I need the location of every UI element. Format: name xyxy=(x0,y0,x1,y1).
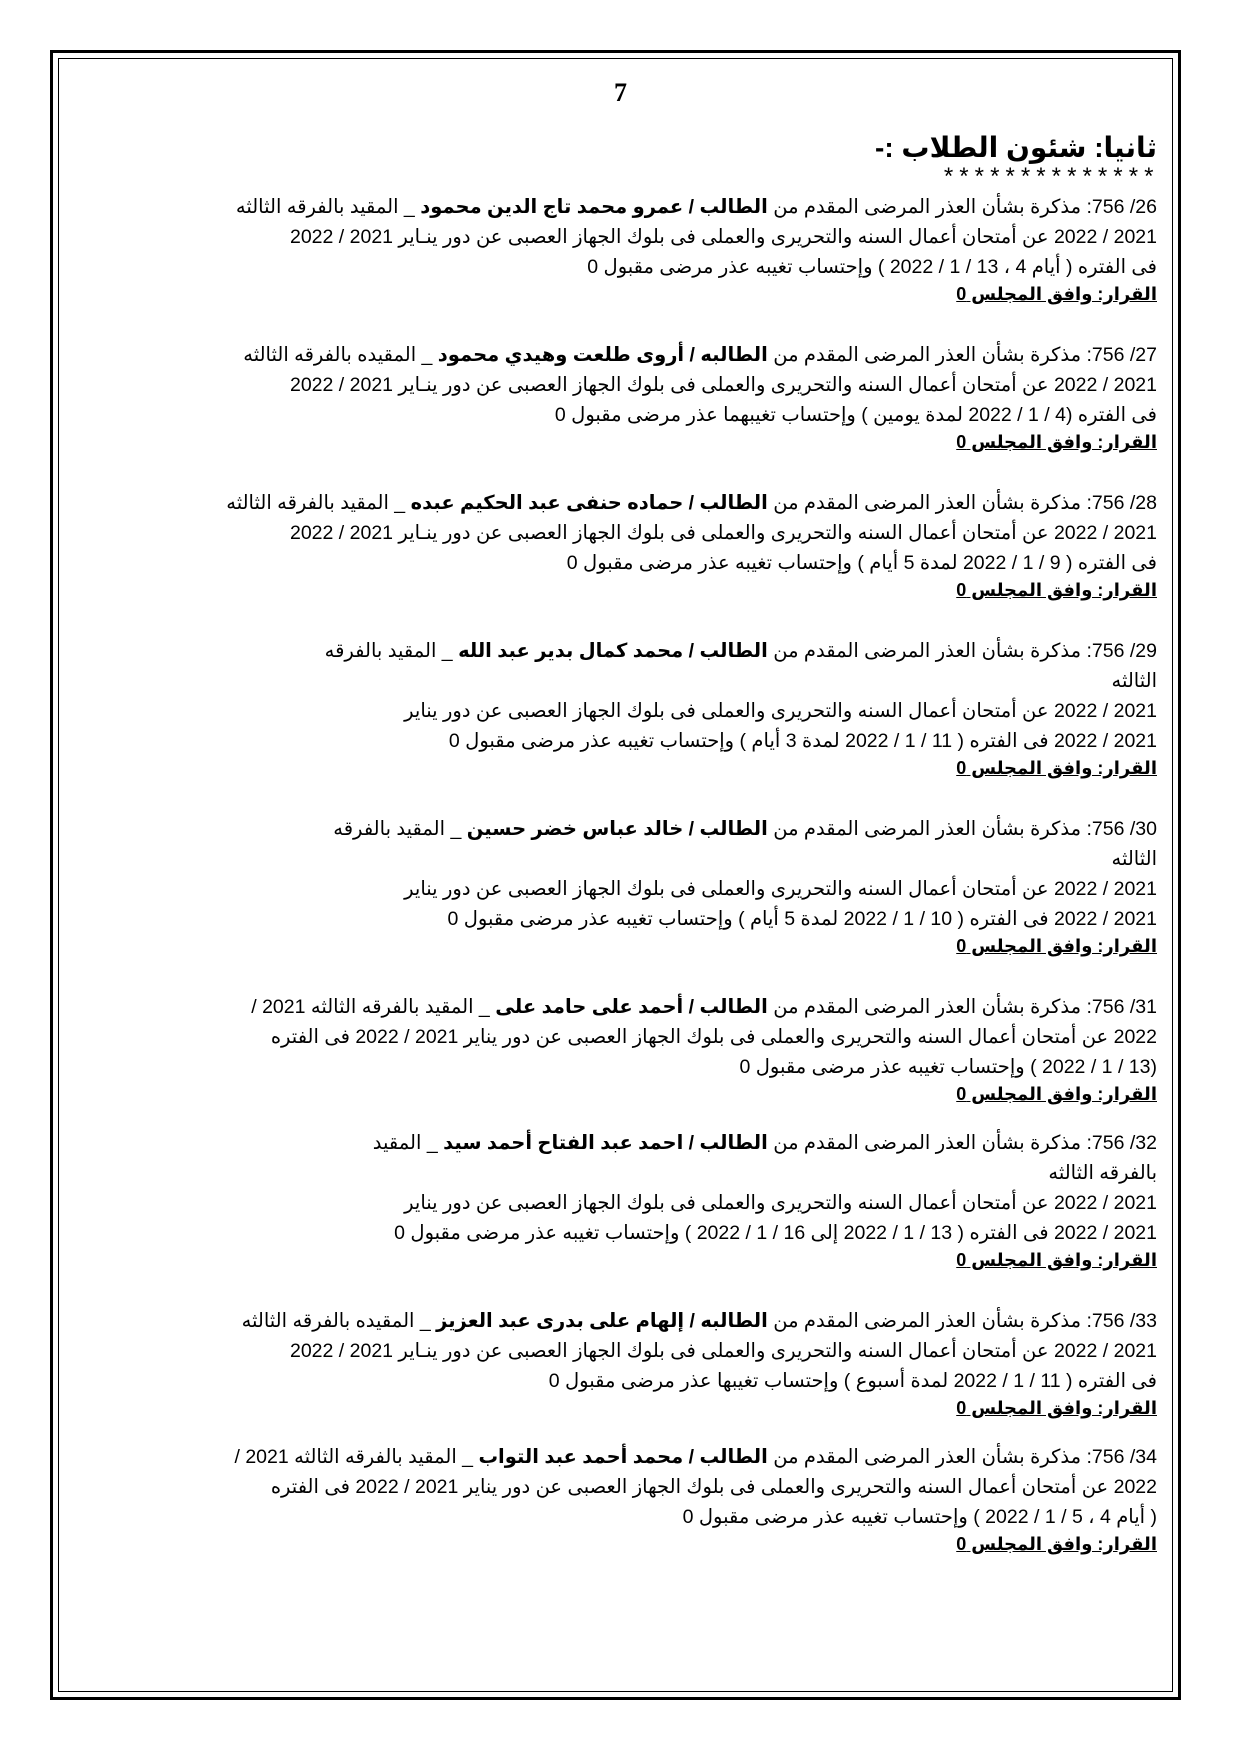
item-line-1 xyxy=(315,814,1157,874)
decision-text: القرار: وافق المجلس 0 xyxy=(956,580,1157,600)
decision-item xyxy=(75,340,1157,454)
decision-item xyxy=(75,636,1157,780)
decision-text: القرار: وافق المجلس 0 xyxy=(956,936,1157,956)
item-line-3: 2021 / 2022 فى الفتره ( 10 / 1 / 2022 لمدة 5 أيام ) وإحتساب تغيبه عذر مرضى مقبول 0 xyxy=(447,908,1157,930)
item-enrollment: _ المقيد بالفرقه الثالثه xyxy=(324,640,1157,692)
item-line-2: 2021 / 2022 عن أمتحان أعمال السنه والتحريرى والعملى فى بلوك الجهاز العصبى عن دور ينـاير 2021 / 2022 xyxy=(289,226,1157,248)
item-enrollment: _ المقيد بالفرقه الثالثه 2021 / xyxy=(234,1446,474,1468)
student-name: الطالب / محمد أحمد عبد التواب xyxy=(478,1446,768,1468)
document-body xyxy=(75,130,1157,1556)
item-line-3: ( أيام 4 ، 5 / 1 / 2022 ) وإحتساب تغيبه عذر مرضى مقبول 0 xyxy=(682,1506,1157,1528)
section-title: ثانيا: شئون الطلاب :- xyxy=(875,132,1157,163)
item-line-1 xyxy=(75,340,1157,370)
item-line-3: 2021 / 2022 فى الفتره ( 11 / 1 / 2022 لمدة 3 أيام ) وإحتساب تغيبه عذر مرضى مقبول 0 xyxy=(448,730,1157,752)
item-line-3: فى الفتره ( 9 / 1 / 2022 لمدة 5 أيام ) وإحتساب تغيبه عذر مرضى مقبول 0 xyxy=(566,552,1157,574)
item-line-2: 2022 عن أمتحان أعمال السنه والتحريرى والعملى فى بلوك الجهاز العصبى عن دور يناير 2021 / 2022 فى الفتره xyxy=(270,1026,1157,1048)
item-line-3: فى الفتره ( أيام 4 ، 13 / 1 / 2022 ) وإحتساب تغيبه عذر مرضى مقبول 0 xyxy=(587,256,1157,278)
item-line-2: 2021 / 2022 عن أمتحان أعمال السنه والتحريرى والعملى فى بلوك الجهاز العصبى عن دور يناير xyxy=(404,1192,1157,1214)
student-name: الطالب / حماده حنفى عبد الحكيم عبده xyxy=(410,492,768,514)
decision-item xyxy=(75,1442,1157,1556)
item-number: 34/ 756: xyxy=(1086,1446,1157,1468)
item-line-1 xyxy=(75,1306,1157,1336)
item-enrollment: _ المقيد بالفرقه الثالثه 2021 / xyxy=(251,996,490,1018)
decision-item xyxy=(75,814,1157,958)
decision-item xyxy=(75,192,1157,306)
decision-item xyxy=(75,992,1157,1106)
item-number: 28/ 756: xyxy=(1086,492,1157,514)
item-line-1 xyxy=(315,1128,1157,1188)
item-enrollment: _ المقيد بالفرقه الثالثه xyxy=(235,196,415,218)
item-enrollment: _ المقيده بالفرقه الثالثه xyxy=(241,1310,431,1332)
item-line-1 xyxy=(75,488,1157,518)
item-line-3: (13 / 1 / 2022 ) وإحتساب تغيبه عذر مرضى مقبول 0 xyxy=(739,1056,1157,1078)
item-enrollment: _ المقيد بالفرقه الثالثه xyxy=(333,818,1157,870)
item-intro: مذكرة بشأن العذر المرضى المقدم من xyxy=(773,196,1082,218)
item-intro: مذكرة بشأن العذر المرضى المقدم من xyxy=(773,1132,1082,1154)
item-intro: مذكرة بشأن العذر المرضى المقدم من xyxy=(773,344,1082,366)
decision-text: القرار: وافق المجلس 0 xyxy=(956,1084,1157,1104)
student-name: الطالب / محمد كمال بدير عبد الله xyxy=(458,640,768,662)
item-line-2: 2021 / 2022 عن أمتحان أعمال السنه والتحريرى والعملى فى بلوك الجهاز العصبى عن دور ينـاير 2021 / 2022 xyxy=(289,374,1157,396)
item-intro: مذكرة بشأن العذر المرضى المقدم من xyxy=(773,996,1082,1018)
student-name: الطالبه / إلهام على بدرى عبد العزيز xyxy=(436,1310,768,1332)
item-line-2: 2021 / 2022 عن أمتحان أعمال السنه والتحريرى والعملى فى بلوك الجهاز العصبى عن دور ينـاير 2021 / 2022 xyxy=(289,1340,1157,1362)
item-number: 32/ 756: xyxy=(1086,1132,1157,1154)
decision-item xyxy=(75,488,1157,602)
student-name: الطالب / خالد عباس خضر حسين xyxy=(466,818,768,840)
decision-text: القرار: وافق المجلس 0 xyxy=(956,1534,1157,1554)
student-name: الطالب / عمرو محمد تاج الدين محمود xyxy=(420,196,768,218)
item-line-2: 2022 عن أمتحان أعمال السنه والتحريرى والعملى فى بلوك الجهاز العصبى عن دور يناير 2021 / 2022 فى الفتره xyxy=(270,1476,1157,1498)
item-enrollment: _ المقيده بالفرقه الثالثه xyxy=(243,344,433,366)
item-number: 31/ 756: xyxy=(1086,996,1157,1018)
decision-text: القرار: وافق المجلس 0 xyxy=(956,1398,1157,1418)
decision-text: القرار: وافق المجلس 0 xyxy=(956,1250,1157,1270)
item-number: 26/ 756: xyxy=(1086,196,1157,218)
student-name: الطالب / أحمد على حامد على xyxy=(495,996,768,1018)
decision-text: القرار: وافق المجلس 0 xyxy=(956,758,1157,778)
decision-text: القرار: وافق المجلس 0 xyxy=(956,432,1157,452)
item-line-2: 2021 / 2022 عن أمتحان أعمال السنه والتحريرى والعملى فى بلوك الجهاز العصبى عن دور ينـاير 2021 / 2022 xyxy=(289,522,1157,544)
item-number: 30/ 756: xyxy=(1086,818,1157,840)
item-line-1 xyxy=(75,1442,1157,1472)
item-number: 29/ 756: xyxy=(1086,640,1157,662)
item-enrollment: _ المقيد بالفرقه الثالثه xyxy=(226,492,406,514)
item-number: 33/ 756: xyxy=(1086,1310,1157,1332)
item-line-2: 2021 / 2022 عن أمتحان أعمال السنه والتحريرى والعملى فى بلوك الجهاز العصبى عن دور يناير xyxy=(404,700,1157,722)
item-line-1 xyxy=(75,992,1157,1022)
item-intro: مذكرة بشأن العذر المرضى المقدم من xyxy=(773,818,1082,840)
decision-item xyxy=(75,1306,1157,1420)
item-number: 27/ 756: xyxy=(1086,344,1157,366)
item-line-3: 2021 / 2022 فى الفتره ( 13 / 1 / 2022 إلى 16 / 1 / 2022 ) وإحتساب تغيبه عذر مرضى مقبول 0 xyxy=(394,1222,1157,1244)
decision-item xyxy=(75,1128,1157,1272)
student-name: الطالب / احمد عبد الفتاح أحمد سيد xyxy=(443,1132,768,1154)
section-divider-stars: ************** xyxy=(941,166,1157,193)
decision-text: القرار: وافق المجلس 0 xyxy=(956,284,1157,304)
item-intro: مذكرة بشأن العذر المرضى المقدم من xyxy=(773,1310,1082,1332)
item-intro: مذكرة بشأن العذر المرضى المقدم من xyxy=(773,1446,1082,1468)
item-line-1 xyxy=(315,636,1157,696)
item-line-3: فى الفتره ( 11 / 1 / 2022 لمدة أسبوع ) وإحتساب تغيبها عذر مرضى مقبول 0 xyxy=(548,1370,1157,1392)
item-intro: مذكرة بشأن العذر المرضى المقدم من xyxy=(773,492,1082,514)
item-line-3: فى الفتره (4 / 1 / 2022 لمدة يومين ) وإحتساب تغيبهما عذر مرضى مقبول 0 xyxy=(554,404,1157,426)
item-intro: مذكرة بشأن العذر المرضى المقدم من xyxy=(773,640,1082,662)
item-enrollment: _ المقيد بالفرقه الثالثه xyxy=(372,1132,1157,1184)
item-line-2: 2021 / 2022 عن أمتحان أعمال السنه والتحريرى والعملى فى بلوك الجهاز العصبى عن دور يناير xyxy=(404,878,1157,900)
item-line-1 xyxy=(75,192,1157,222)
student-name: الطالبه / أروى طلعت وهيدي محمود xyxy=(437,344,768,366)
page-number: 7 xyxy=(614,78,627,107)
